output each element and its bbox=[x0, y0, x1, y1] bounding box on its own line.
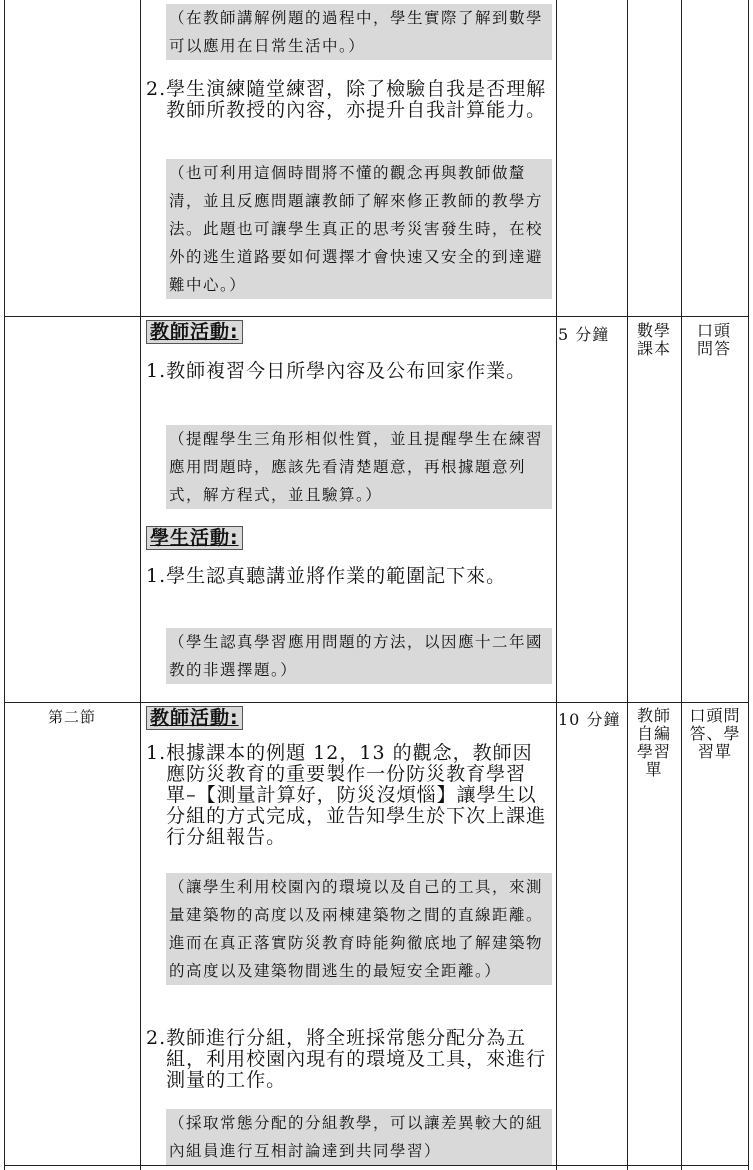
row3-item-1 bbox=[146, 743, 552, 848]
row2-student-note: （學生認真學習應用問題的方法，以因應十二年國教的非選擇題。） bbox=[166, 628, 552, 684]
row3-item-2 bbox=[146, 1028, 552, 1091]
row-divider-2 bbox=[4, 702, 749, 703]
row2-teacher-note: （提醒學生三角形相似性質，並且提醒學生在練習應用問題時，應該先看清楚題意，再根據題意列式，解方程式，並且驗算。） bbox=[166, 425, 552, 509]
table-border-left bbox=[4, 0, 5, 1170]
item-number: 1. bbox=[146, 565, 167, 587]
row1-item-2 bbox=[146, 79, 552, 121]
row2-student-item-1 bbox=[146, 566, 552, 587]
table-border-right bbox=[748, 0, 749, 1170]
student-activity-heading: 學生活動: bbox=[146, 526, 243, 550]
row1-note-2: （也可利用這個時間將不懂的觀念再與教師做釐清，並且反應問題讓教師了解來修正教師的教學方法。此題也可讓學生真正的思考災害發生時，在校外的逃生道路要如何選擇才會快速又安全的到達避難中心。） bbox=[166, 159, 552, 299]
row2-time: 5 分鐘 bbox=[558, 325, 610, 344]
item-number: 1. bbox=[146, 742, 167, 764]
row3-resource: 教師自編學習單 bbox=[636, 706, 671, 779]
row2-assessment: 口頭問答 bbox=[696, 321, 731, 358]
item-text: 學生演練隨堂練習，除了檢驗自我是否理解教師所教授的內容，亦提升自我計算能力。 bbox=[166, 78, 547, 121]
item-number: 2. bbox=[146, 78, 167, 100]
column-divider-2 bbox=[556, 0, 557, 1170]
section-label: 第二節 bbox=[47, 708, 96, 726]
column-divider-3 bbox=[627, 0, 628, 1170]
column-divider-1 bbox=[140, 0, 141, 1170]
teacher-activity-heading: 教師活動: bbox=[146, 706, 243, 730]
item-text: 教師複習今日所學內容及公布回家作業。 bbox=[166, 360, 527, 382]
table-border-bottom bbox=[4, 1165, 749, 1166]
item-text: 學生認真聽講並將作業的範圍記下來。 bbox=[166, 565, 507, 587]
row3-note-2: （採取常態分配的分組教學，可以讓差異較大的組內組員進行互相討論達到共同學習） bbox=[166, 1109, 552, 1165]
row3-time: 10 分鐘 bbox=[558, 710, 621, 729]
row3-assessment: 口頭問答、學習單 bbox=[689, 706, 741, 761]
column-divider-4 bbox=[681, 0, 682, 1170]
item-number: 1. bbox=[146, 360, 167, 382]
teacher-activity-heading: 教師活動: bbox=[146, 320, 243, 344]
row3-note-1: （讓學生利用校園內的環境以及自己的工具，來測量建築物的高度以及兩棟建築物之間的直線距離。進而在真正落實防災教育時能夠徹底地了解建築物的高度以及建築物間逃生的最短安全距離。） bbox=[166, 873, 552, 985]
row2-resource: 數學課本 bbox=[636, 321, 671, 358]
row-divider-1 bbox=[4, 316, 749, 317]
row1-note-1: （在教師講解例題的過程中，學生實際了解到數學可以應用在日常生活中。） bbox=[166, 4, 552, 60]
row2-teacher-item-1 bbox=[146, 361, 552, 382]
item-text: 教師進行分組，將全班採常態分配分為五組，利用校園內現有的環境及工具，來進行測量的工作。 bbox=[166, 1027, 547, 1091]
item-text: 根據課本的例題 12，13 的觀念，教師因應防災教育的重要製作一份防災教育學習單–【測量計算好，防災沒煩惱】讓學生以分組的方式完成，並告知學生於下次上課進行分組報告。 bbox=[166, 742, 547, 848]
item-number: 2. bbox=[146, 1027, 167, 1049]
